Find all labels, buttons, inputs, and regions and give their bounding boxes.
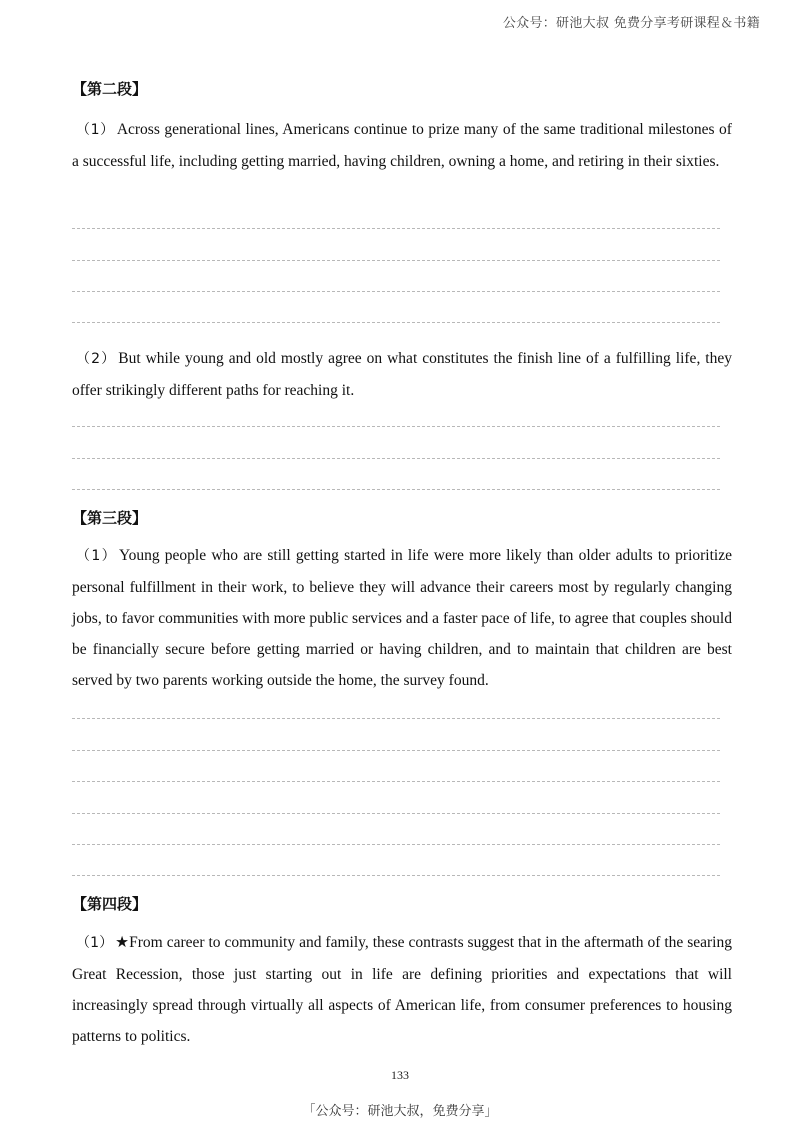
paragraph-text: Young people who are still getting started in life were more likely than older adults to prioritize personal fulfillment in their work, to believe they will advance their careers most by regularly changing jobs, to favor communities with more public services and a faster pace of life, to agree that couples should be financially secure before getting married or having children, and to maintain that children are best served by two parents working outside the home, the survey found. xyxy=(72,547,732,689)
page-number: 133 xyxy=(391,1068,409,1082)
page-header: 公众号：研池大叔 免费分享考研课程＆书籍 xyxy=(502,16,760,31)
paragraph-text: ★From career to community and family, these contrasts suggest that in the aftermath of the searing Great Recession, those just starting out in life are defining priorities and expectations that will increasingly spread through virtually all aspects of American life, from consumer preferences to housing patterns to politics. xyxy=(72,934,732,1045)
answer-line[interactable] xyxy=(72,875,720,876)
paragraph-number: （2） xyxy=(76,351,117,367)
page-footer: 「公众号：研池大叔，免费分享」 xyxy=(302,1104,498,1119)
paragraph-3-1 xyxy=(72,540,732,696)
section-heading-2: 【第二段】 xyxy=(72,80,148,98)
answer-line[interactable] xyxy=(72,458,720,459)
answer-line[interactable] xyxy=(72,813,720,814)
paragraph-text: Across generational lines, Americans continue to prize many of the same traditional milestones of a successful life, including getting married, having children, owning a home, and retiring in their sixties. xyxy=(72,121,732,170)
answer-line[interactable] xyxy=(72,844,720,845)
paragraph-number: （1） xyxy=(76,548,117,564)
paragraph-2-1 xyxy=(72,114,732,177)
answer-line[interactable] xyxy=(72,718,720,719)
answer-line[interactable] xyxy=(72,260,720,261)
paragraph-text: But while young and old mostly agree on what constitutes the finish line of a fulfilling life, they offer strikingly different paths for reaching it. xyxy=(72,350,732,399)
section-heading-4: 【第四段】 xyxy=(72,895,148,913)
answer-line[interactable] xyxy=(72,426,720,427)
answer-line[interactable] xyxy=(72,228,720,229)
section-heading-3: 【第三段】 xyxy=(72,509,148,527)
paragraph-2-2 xyxy=(72,343,732,406)
paragraph-number: （1） xyxy=(76,122,115,138)
paragraph-4-1 xyxy=(72,927,732,1052)
answer-line[interactable] xyxy=(72,291,720,292)
answer-line[interactable] xyxy=(72,781,720,782)
answer-line[interactable] xyxy=(72,489,720,490)
paragraph-number: （1） xyxy=(76,935,114,951)
answer-line[interactable] xyxy=(72,322,720,323)
answer-line[interactable] xyxy=(72,750,720,751)
